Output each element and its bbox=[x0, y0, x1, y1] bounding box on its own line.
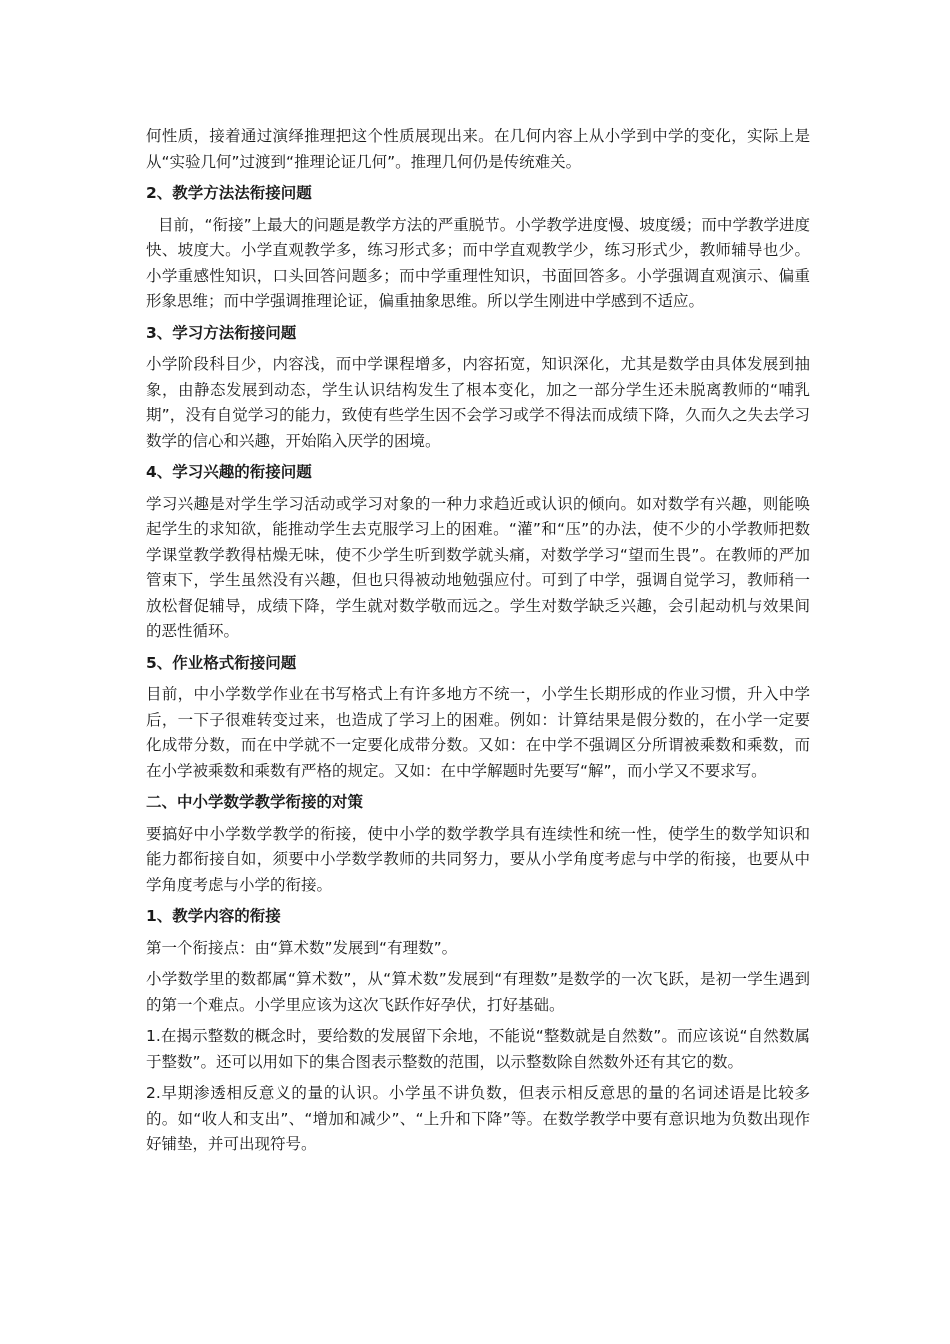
paragraph: 要搞好中小学数学教学的衔接，使中小学的数学教学具有连续性和统一性，使学生的数学知识和能力都衔接自如，须要中小学数学教师的共同努力，要从小学角度考虑与中学的衔接，也要从中学角度考虑与小学的衔接。 bbox=[146, 824, 810, 894]
paragraph: 第一个衔接点：由“算术数”发展到“有理数”。 bbox=[146, 938, 458, 957]
paragraph: 何性质，接着通过演绎推理把这个性质展现出来。在几何内容上从小学到中学的变化，实际上是从“实验几何”过渡到“推理论证几何”。推理几何仍是传统难关。 bbox=[146, 127, 810, 171]
paragraph: 目前，中小学数学作业在书写格式上有许多地方不统一，小学生长期形成的作业习惯，升入中学后，一下子很难转变过来，也造成了学习上的困难。例如：计算结果是假分数的，在小学一定要化成带分数，而在中学就不一定要化成带分数。又如：在中学不强调区分所谓被乘数和乘数，而在小学被乘数和乘数有严格的规定。又如：在中学解题时先要写“解”，而小学又不要求写。 bbox=[146, 685, 810, 780]
section-heading: 1、教学内容的衔接 bbox=[146, 907, 281, 925]
chapter-heading: 二、中小学数学教学衔接的对策 bbox=[146, 793, 364, 811]
paragraph: 小学阶段科目少，内容浅，而中学课程增多，内容拓宽，知识深化，尤其是数学由具体发展到抽象，由静态发展到动态，学生认识结构发生了根本变化，加之一部分学生还未脱离教师的“哺乳期”，没有自觉学习的能力，致使有些学生因不会学习或学不得法而成绩下降，久而久之失去学习数学的信心和兴趣，开始陷入厌学的困境。 bbox=[146, 355, 810, 450]
paragraph: 学习兴趣是对学生学习活动或学习对象的一种力求趋近或认识的倾向。如对数学有兴趣，则能唤起学生的求知欲，能推动学生去克服学习上的困难。“灌”和“压”的办法，使不少的小学教师把数学课堂教学教得枯燥无味，使不少学生听到数学就头痛，对数学学习“望而生畏”。在教师的严加管束下，学生虽然没有兴趣，但也只得被动地勉强应付。可到了中学，强调自觉学习，教师稍一放松督促辅导，成绩下降，学生就对数学敬而远之。学生对数学缺乏兴趣，会引起动机与效果间的恶性循环。 bbox=[146, 494, 810, 640]
paragraph: 目前，“衔接”上最大的问题是教学方法的严重脱节。小学教学进度慢、坡度缓；而中学教学进度快、坡度大。小学直观教学多，练习形式多；而中学直观教学少，练习形式少，教师辅导也少。小学重感性知识，口头回答问题多；而中学重理性知识，书面回答多。小学强调直观演示、偏重形象思维；而中学强调推理论证，偏重抽象思维。所以学生刚进中学感到不适应。 bbox=[146, 215, 810, 310]
list-item: 1.在揭示整数的概念时，要给数的发展留下余地，不能说“整数就是自然数”。而应该说“自然数属于整数”。还可以用如下的集合图表示整数的范围，以示整数除自然数外还有其它的数。 bbox=[146, 1027, 810, 1071]
document-page bbox=[146, 124, 810, 1164]
section-heading: 4、学习兴趣的衔接问题 bbox=[146, 463, 312, 481]
section-heading: 5、作业格式衔接问题 bbox=[146, 653, 297, 672]
paragraph: 小学数学里的数都属“算术数”，从“算术数”发展到“有理数”是数学的一次飞跃，是初一学生遇到的第一个难点。小学里应该为这次飞跃作好孕伏，打好基础。 bbox=[146, 970, 810, 1014]
section-heading: 2、教学方法法衔接问题 bbox=[146, 184, 312, 202]
list-item: 2.早期渗透相反意义的量的认识。小学虽不讲负数，但表示相反意思的量的名词述语是比较多的。如“收人和支出”、“增加和减少”、“上升和下降”等。在数学教学中要有意识地为负数出现作好铺垫，并可出现符号。 bbox=[146, 1084, 810, 1153]
section-heading: 3、学习方法衔接问题 bbox=[146, 323, 297, 342]
